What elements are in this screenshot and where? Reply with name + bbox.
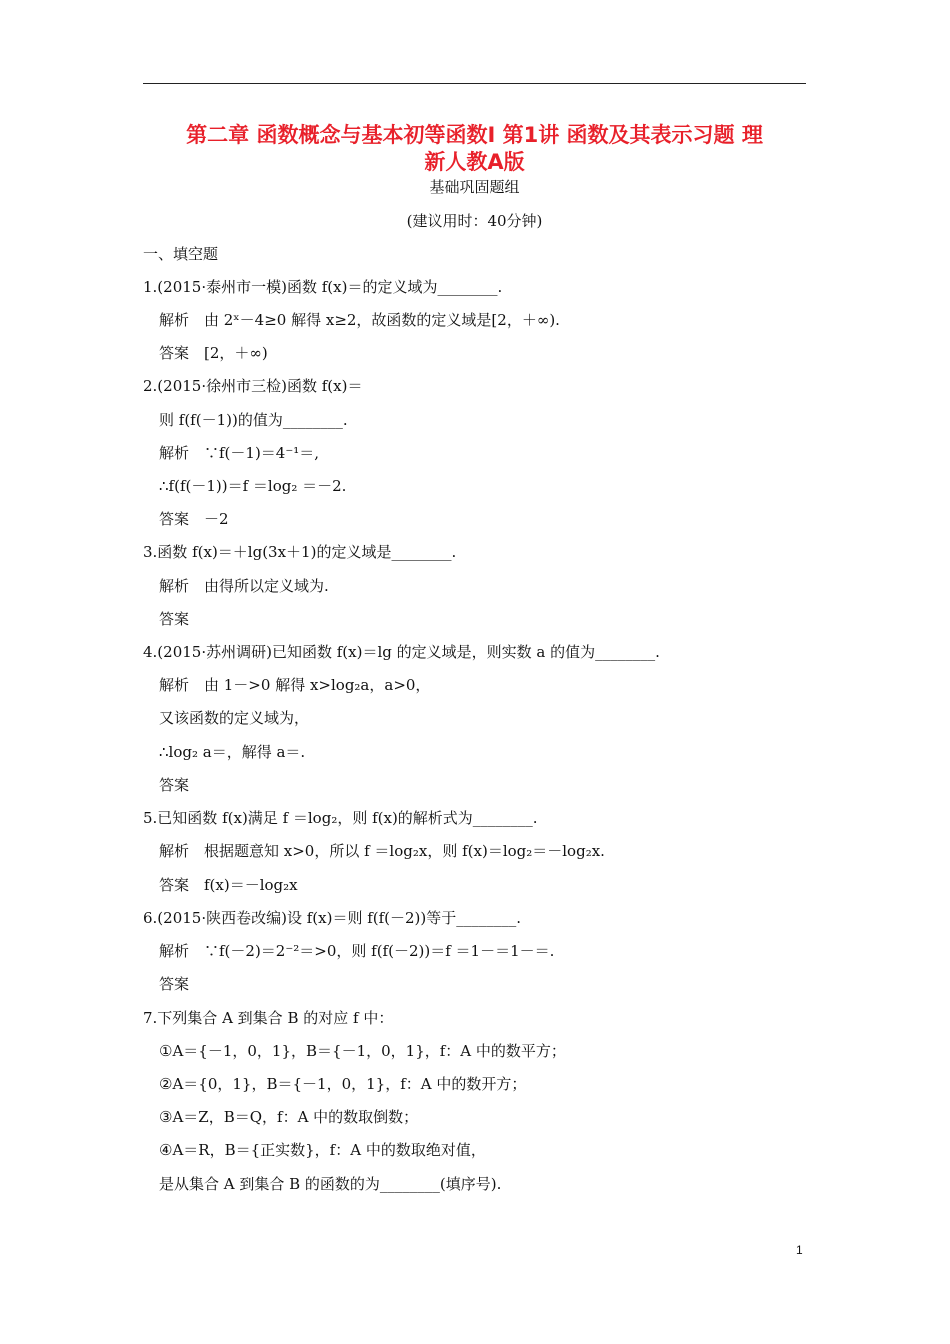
document-title (143, 122, 806, 176)
part-heading: 一、填空题 (143, 245, 219, 263)
question-7-option-2: ②A＝{0，1}，B＝{－1，0，1}，f：A 中的数开方； (159, 1075, 527, 1093)
question-3: 3.函数 f(x)＝＋lg(3x＋1)的定义域是________. (143, 543, 457, 561)
question-6: 6.(2015·陕西卷改编)设 f(x)＝则 f(f(－2))等于________. (143, 909, 522, 927)
question-7-option-1: ①A＝{－1，0，1}，B＝{－1，0，1}，f：A 中的数平方； (159, 1042, 566, 1060)
analysis-4-cont-2: ∴log₂ a＝，解得 a＝. (159, 743, 306, 761)
analysis-2-cont: ∴f(f(－1))＝f ＝log₂ ＝－2. (159, 477, 347, 495)
question-2-cont: 则 f(f(－1))的值为________. (159, 411, 348, 429)
question-2: 2.(2015·徐州市三检)函数 f(x)＝ (143, 377, 363, 395)
answer-4: 答案 (159, 776, 190, 794)
question-4: 4.(2015·苏州调研)已知函数 f(x)＝lg 的定义域是，则实数 a 的值为________. (143, 643, 660, 661)
title-line-1: 第二章 函数概念与基本初等函数Ⅰ 第1讲 函数及其表示习题 理 (186, 123, 763, 147)
answer-3: 答案 (159, 610, 190, 628)
question-7-option-3: ③A＝Z，B＝Q，f：A 中的数取倒数； (159, 1108, 419, 1126)
analysis-1: 解析 由 2ˣ－4≥0 解得 x≥2，故函数的定义域是[2，＋∞). (159, 311, 560, 329)
answer-1: 答案 [2，＋∞) (159, 344, 268, 362)
analysis-4-cont: 又该函数的定义域为， (159, 709, 310, 727)
analysis-6: 解析 ∵f(－2)＝2⁻²＝>0，则 f(f(－2))＝f ＝1－＝1－＝. (159, 942, 555, 960)
analysis-2: 解析 ∵f(－1)＝4⁻¹＝, (159, 444, 320, 462)
title-line-2: 新人教A版 (424, 150, 525, 174)
page-number: 1 (796, 1243, 803, 1257)
header-rule (143, 83, 806, 84)
answer-6: 答案 (159, 975, 190, 993)
analysis-4: 解析 由 1－>0 解得 x>log₂a，a>0， (159, 676, 431, 694)
time-note: (建议用时：40分钟) (406, 212, 543, 230)
question-5: 5.已知函数 f(x)满足 f ＝log₂，则 f(x)的解析式为________. (143, 809, 538, 827)
analysis-5: 解析 根据题意知 x>0，所以 f ＝log₂x，则 f(x)＝log₂＝－log₂x. (159, 842, 605, 860)
question-7-prompt: 是从集合 A 到集合 B 的函数的为________(填序号). (159, 1175, 502, 1193)
question-7-option-4: ④A＝R，B＝{正实数}，f：A 中的数取绝对值， (159, 1141, 486, 1159)
question-1: 1.(2015·泰州市一模)函数 f(x)＝的定义域为________. (143, 278, 503, 296)
section-heading: 基础巩固题组 (429, 178, 520, 196)
answer-2: 答案 －2 (159, 510, 229, 528)
answer-5: 答案 f(x)＝－log₂x (159, 876, 298, 894)
question-7: 7.下列集合 A 到集合 B 的对应 f 中： (143, 1009, 394, 1027)
analysis-3: 解析 由得所以定义域为. (159, 577, 329, 595)
